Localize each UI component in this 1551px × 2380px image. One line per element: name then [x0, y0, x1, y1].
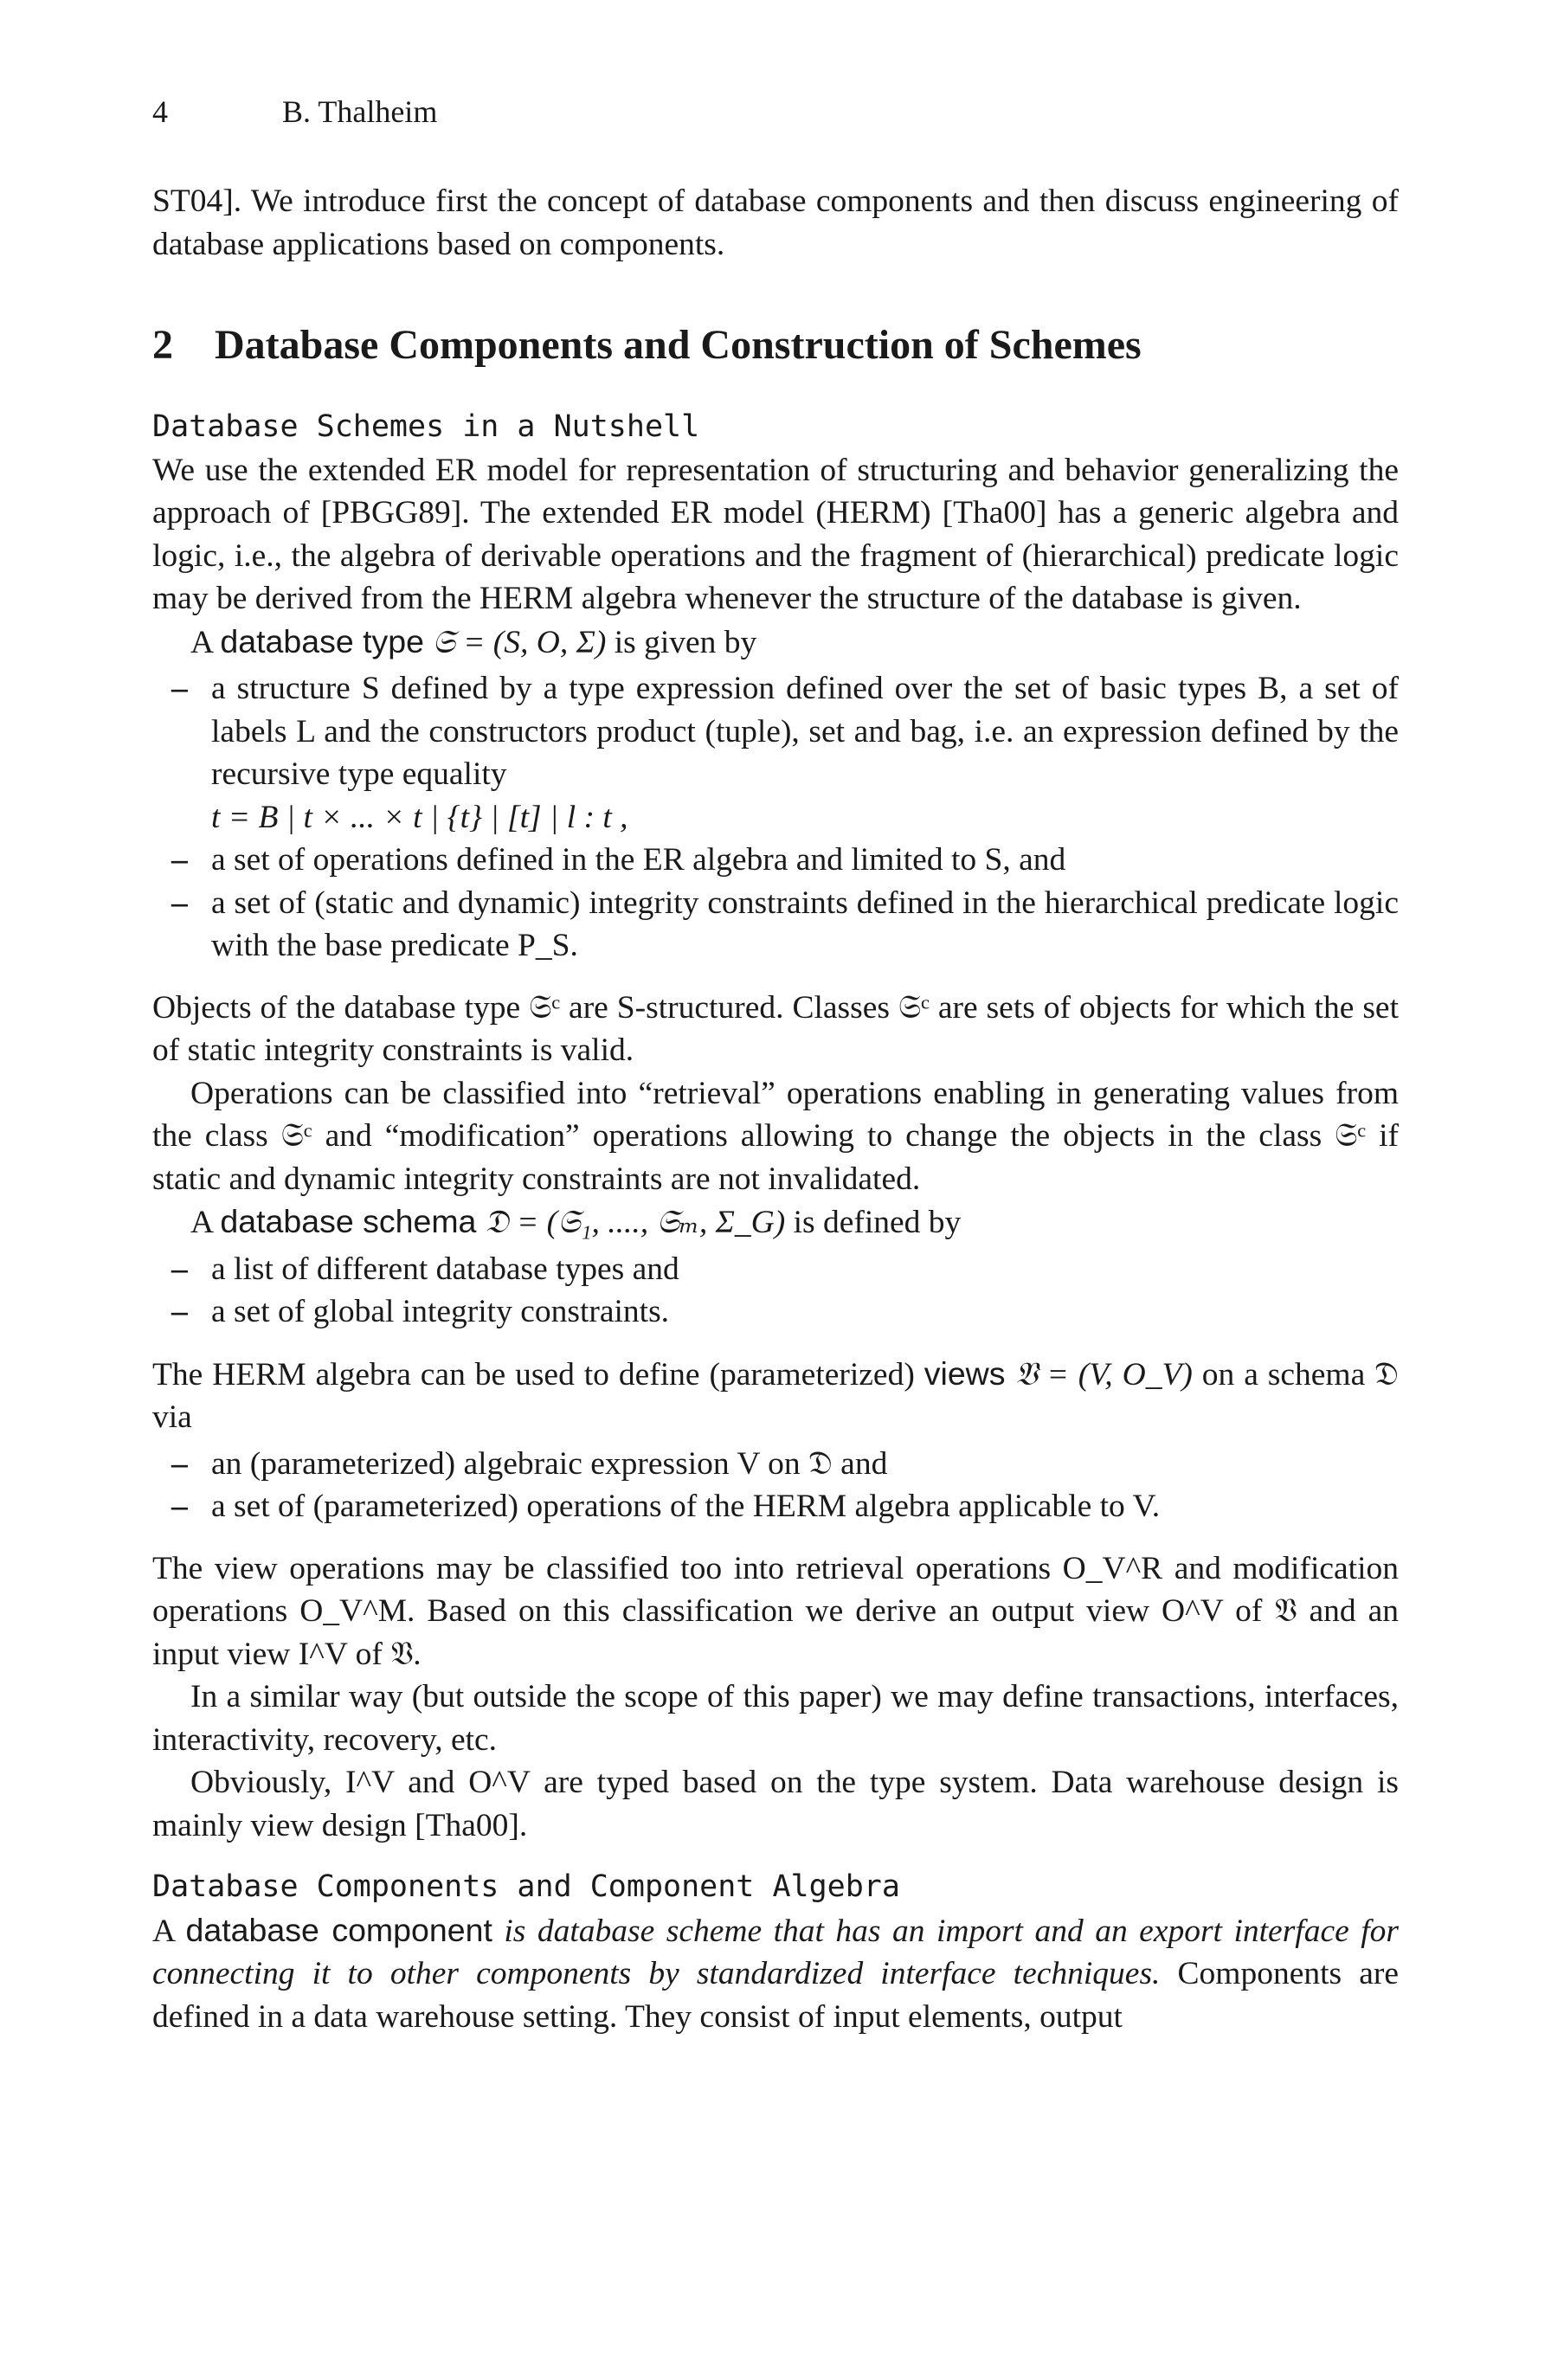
defined-term: views: [924, 1354, 1006, 1392]
list-item: – a set of (parameterized) operations of the HERM algebra applicable to V.: [152, 1485, 1399, 1528]
page-number: 4: [152, 94, 168, 129]
author: B. Thalheim: [282, 94, 438, 129]
list-item: – a list of different database types and: [152, 1248, 1399, 1291]
database-type-definition: [152, 621, 1399, 665]
definition-tail: is given by: [614, 624, 757, 660]
section-number: 2: [152, 322, 173, 368]
intro-paragraph: ST04]. We introduce first the concept of database components and then discuss engineering of database applications based on components.: [152, 183, 1399, 262]
definition-tail: on a schema 𝔇 via: [152, 1356, 1399, 1435]
database-type-list: [152, 667, 1399, 968]
similar-paragraph: In a similar way (but outside the scope of this paper) we may define transactions, interfaces, interactivity, recovery, etc.: [152, 1679, 1399, 1758]
lead-word: A: [152, 1913, 175, 1949]
views-list: [152, 1443, 1399, 1528]
database-schema-definition: [152, 1200, 1399, 1245]
subsection-heading-nutshell: Database Schemes in a Nutshell: [152, 409, 700, 444]
views-lead: The HERM algebra can be used to define (parameterized): [152, 1356, 915, 1393]
subsection-heading-components: Database Components and Component Algebra: [152, 1869, 900, 1904]
lead-word: A: [190, 1205, 213, 1240]
math-expression: 𝔇 = (𝔖₁, ...., 𝔖ₘ, Σ_G): [484, 1205, 786, 1240]
list-item: – a set of global integrity constraints.: [152, 1290, 1399, 1334]
database-schema-list: [152, 1248, 1399, 1334]
nutshell-paragraph: We use the extended ER model for representation of structuring and behavior generalizing the approach of [PBGG89]. The extended ER model (HERM) [Tha00] has a generic algebra and logic, i.e., the algebra of derivable operations and the fragment of (hierarchical) predicate logic may be derived from the HERM algebra whenever the structure of the database is given.: [152, 452, 1399, 616]
list-item-text: a structure S defined by a type expression defined over the set of basic types B, a set of labels L and the constructors product (tuple), set and bag, i.e. an expression defined by the recursive type equality: [211, 671, 1399, 792]
operations-paragraph: Operations can be classified into “retrieval” operations enabling in generating values from the class 𝔖ᶜ and “modification” operations allowing to change the objects in the class 𝔖ᶜ if static and dynamic integrity constraints are not invalidated.: [152, 1075, 1399, 1197]
math-expression: 𝔖 = (S, O, Σ): [432, 624, 607, 660]
lead-word: A: [190, 624, 213, 660]
component-rest: Components are defined in a data warehouse setting. They consist of input elements, output: [152, 1956, 1399, 2035]
definition-tail: is defined by: [793, 1205, 962, 1240]
defined-term: database schema: [220, 1203, 477, 1239]
list-item: – an (parameterized) algebraic expression V on 𝔇 and: [152, 1443, 1399, 1486]
list-item: – a set of (static and dynamic) integrity constraints defined in the hierarchical predicate logic with the base predicate P_S.: [152, 882, 1399, 968]
section-title: Database Components and Construction of Schemes: [215, 322, 1142, 368]
component-definition: [152, 1909, 1399, 2039]
list-item: [152, 667, 1399, 839]
obviously-paragraph: Obviously, I^V and O^V are typed based on the type system. Data warehouse design is mainly view design [Tha00].: [152, 1765, 1399, 1843]
objects-paragraph: Objects of the database type 𝔖ᶜ are S-structured. Classes 𝔖ᶜ are sets of objects for which the set of static integrity constraints is valid.: [152, 989, 1399, 1068]
component-definition-text: is database scheme that has an import and an export interface for connecting it to other components by standardized interface techniques.: [152, 1913, 1399, 1991]
views-definition: [152, 1353, 1399, 1439]
defined-term: database component: [185, 1911, 492, 1948]
running-header: [152, 93, 437, 130]
list-item: – a set of operations defined in the ER algebra and limited to S, and: [152, 839, 1399, 882]
math-expression: 𝔙 = (V, O_V): [1014, 1356, 1193, 1393]
type-equation: t = B | t × ... × t | {t} | [t] | l : t ,: [211, 799, 628, 835]
defined-term: database type: [220, 622, 424, 659]
section-heading: [152, 319, 1399, 371]
view-operations-paragraph: The view operations may be classified too into retrieval operations O_V^R and modification operations O_V^M. Based on this classification we derive an output view O^V of 𝔙 and an input view I^V of 𝔙.: [152, 1550, 1399, 1672]
body-text: [152, 180, 1399, 2038]
